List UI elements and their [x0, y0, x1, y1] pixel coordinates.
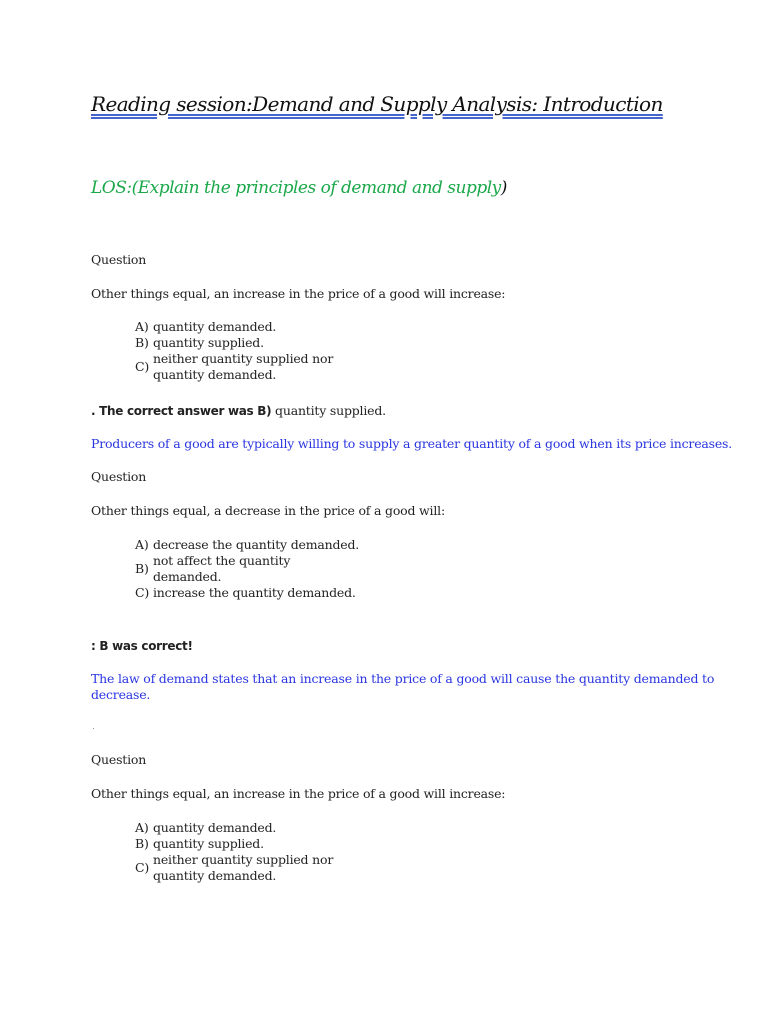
question-1-label: Question — [91, 252, 147, 267]
question-1-explanation: Producers of a good are typically willing to supply a greater quantity of a good when its price increases. — [91, 436, 733, 451]
choice-text: neither quantity supplied nor quantity demanded. — [153, 351, 334, 382]
choice-text: increase the quantity demanded. — [153, 585, 356, 600]
stray-mark — [93, 728, 94, 729]
choice-key: B) — [135, 561, 149, 576]
choice-text: quantity demanded. — [153, 319, 277, 334]
choice-b — [135, 553, 378, 585]
choice-key: C) — [135, 860, 150, 875]
question-3-label: Question — [91, 752, 147, 767]
question-2-label: Question — [91, 469, 147, 484]
question-1-prompt: Other things equal, an increase in the price of a good will increase: — [91, 286, 506, 301]
choice-key: A) — [135, 537, 149, 552]
answer-text: quantity supplied. — [271, 403, 386, 418]
choice-key: B) — [135, 836, 149, 851]
question-2-prompt: Other things equal, a decrease in the price of a good will: — [91, 503, 445, 518]
choice-text: quantity supplied. — [153, 836, 264, 851]
choice-key: A) — [135, 319, 149, 334]
choice-c — [135, 585, 378, 601]
choice-b — [135, 836, 378, 852]
choice-c — [135, 351, 378, 383]
choice-text: not affect the quantity demanded. — [153, 553, 291, 584]
question-3-choices — [135, 820, 378, 884]
question-2-choices — [135, 537, 378, 601]
choice-a — [135, 820, 378, 836]
question-2-explanation-line-2: decrease. — [91, 687, 151, 702]
question-2-answer — [91, 638, 193, 654]
choice-a — [135, 319, 378, 335]
los-closing-paren: ) — [500, 178, 507, 198]
choice-text: decrease the quantity demanded. — [153, 537, 360, 552]
choice-key: C) — [135, 585, 150, 600]
question-2-explanation-line-1: The law of demand states that an increase in the price of a good will cause the quantity demanded to — [91, 671, 715, 686]
choice-a — [135, 537, 378, 553]
choice-c — [135, 852, 378, 884]
question-1-answer — [91, 403, 386, 419]
question-1-choices — [135, 319, 378, 383]
los-text: LOS:(Explain the principles of demand and supply — [91, 178, 501, 198]
question-3-prompt: Other things equal, an increase in the price of a good will increase: — [91, 786, 506, 801]
choice-text: quantity supplied. — [153, 335, 264, 350]
document-title: Reading session:Demand and Supply Analysis: Introduction — [91, 92, 663, 116]
learning-outcome-statement — [91, 176, 507, 200]
answer-label: . The correct answer was B) — [91, 404, 272, 418]
choice-b — [135, 335, 378, 351]
answer-label: : B was correct! — [91, 639, 193, 653]
choice-text: neither quantity supplied nor quantity demanded. — [153, 852, 334, 883]
choice-text: quantity demanded. — [153, 820, 277, 835]
choice-key: B) — [135, 335, 149, 350]
choice-key: C) — [135, 359, 150, 374]
choice-key: A) — [135, 820, 149, 835]
